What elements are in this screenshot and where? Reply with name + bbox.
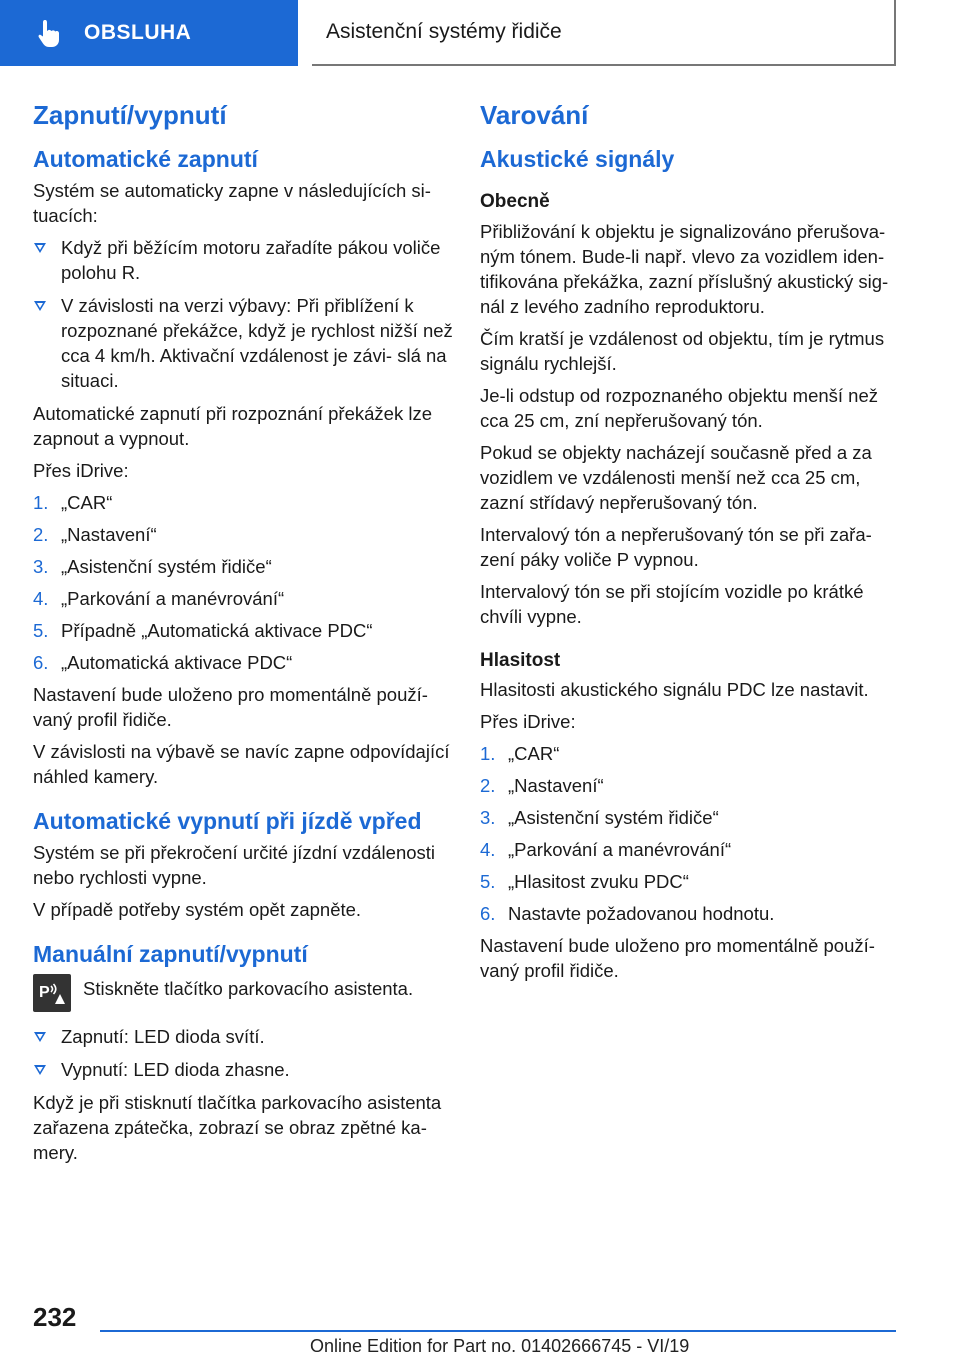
left-column xyxy=(33,100,453,1172)
step-item: 2. „Nastavení“ xyxy=(480,775,604,797)
parking-assistant-button-icon xyxy=(33,974,71,1012)
step-item: 5. „Hlasitost zvuku PDC“ xyxy=(480,871,689,893)
step-item: 6. „Automatická aktivace PDC“ xyxy=(33,651,293,673)
auto-off-text-1: Systém se při překročení určité jízdní vzdálenosti nebo rychlosti vypne. xyxy=(33,841,436,888)
volume-text-1: Hlasitosti akustického signálu PDC lze nastavit. xyxy=(480,679,869,701)
manual-bullets xyxy=(33,1024,453,1082)
page-number: 232 xyxy=(33,1302,77,1332)
section-tab[interactable] xyxy=(0,0,298,66)
general-text-1: Přibližování k objektu je signalizováno přerušova- ným tónem. Bude-li např. vlevo za vozidlem iden- tifikována překážka, zazní příslušný akustický sig- nál z levého zadního reproduktoru. xyxy=(480,220,889,317)
step-item: 1. „CAR“ xyxy=(480,743,560,765)
triangle-bullet-icon xyxy=(34,1065,46,1075)
volume-text-2: Přes iDrive: xyxy=(480,711,576,733)
button-instruction-text: Stiskněte tlačítko parkovacího asistenta. xyxy=(83,978,414,1000)
footer-divider xyxy=(100,1330,896,1332)
general-text-5: Intervalový tón a nepřerušovaný tón se při zařa- zení páky voliče P vypnou. xyxy=(480,523,872,570)
auto-on-steps xyxy=(33,490,453,675)
volume-text-3: Nastavení bude uloženo pro momentálně použí- vaný profil řidiče. xyxy=(480,935,875,982)
chapter-title: Asistenční systémy řidiče xyxy=(312,0,896,66)
general-text-4: Pokud se objekty nacházejí současně před a za vozidlem ve vzdálenosti menší než cca 25 cm, zazní střídavý nepřerušovaný tón. xyxy=(480,441,872,513)
heading-auto-on: Automatické zapnutí xyxy=(33,146,258,173)
heading-volume: Hlasitost xyxy=(480,649,561,671)
volume-steps xyxy=(480,741,900,926)
triangle-bullet-icon xyxy=(34,1032,46,1042)
step-item: 3. „Asistenční systém řidiče“ xyxy=(480,807,719,829)
auto-on-text-4: V závislosti na výbavě se navíc zapne odpovídající náhled kamery. xyxy=(33,740,450,787)
list-item: V závislosti na verzi výbavy: Při přiblížení k rozpoznané překážce, když je rychlost nižší než cca 4 km/h. Aktivační vzdálenost je závi- slá na situaci. xyxy=(33,293,453,393)
list-item: Zapnutí: LED dioda svítí. xyxy=(33,1024,453,1049)
right-column xyxy=(480,100,900,990)
list-item: Vypnutí: LED dioda zhasne. xyxy=(33,1057,453,1082)
step-item: 5. Případně „Automatická aktivace PDC“ xyxy=(33,619,373,641)
step-item: 3. „Asistenční systém řidiče“ xyxy=(33,555,272,577)
step-item: 4. „Parkování a manévrování“ xyxy=(480,839,732,861)
step-item: 2. „Nastavení“ xyxy=(33,523,157,545)
list-item: Když při běžícím motoru zařadíte pákou voliče polohu R. xyxy=(33,235,453,285)
general-text-3: Je-li odstup od rozpoznaného objektu menší než cca 25 cm, zní nepřerušovaný tón. xyxy=(480,384,879,431)
section-heading-warning: Varování xyxy=(480,100,589,130)
hand-pointer-icon xyxy=(36,18,64,48)
heading-general: Obecně xyxy=(480,190,550,212)
svg-text:P: P xyxy=(39,984,50,1002)
button-instruction xyxy=(33,974,453,1012)
triangle-bullet-icon xyxy=(34,243,46,253)
general-text-6: Intervalový tón se při stojícím vozidle po krátké chvíli vypne. xyxy=(480,580,864,627)
edition-text: Online Edition for Part no. 01402666745 - VI/19 xyxy=(310,1336,690,1356)
section-tab-label: OBSLUHA xyxy=(84,21,192,44)
general-text-2: Čím kratší je vzdálenost od objektu, tím je rytmus signálu rychlejší. xyxy=(480,327,885,374)
auto-on-text-2: Přes iDrive: xyxy=(33,459,129,481)
step-item: 1. „CAR“ xyxy=(33,491,113,513)
auto-on-intro: Systém se automaticky zapne v následujících si- tuacích: xyxy=(33,179,431,226)
step-item: 6. Nastavte požadovanou hodnotu. xyxy=(480,903,775,925)
section-heading-on-off: Zapnutí/vypnutí xyxy=(33,100,227,130)
auto-on-text-1: Automatické zapnutí při rozpoznání překážek lze zapnout a vypnout. xyxy=(33,402,432,449)
step-item: 4. „Parkování a manévrování“ xyxy=(33,587,285,609)
heading-auto-off: Automatické vypnutí při jízdě vpřed xyxy=(33,807,422,834)
auto-on-text-3: Nastavení bude uloženo pro momentálně použí- vaný profil řidiče. xyxy=(33,683,428,730)
manual-text: Když je při stisknutí tlačítka parkovacího asistenta zařazena zpátečka, zobrazí se obraz zpětné ka- mery. xyxy=(33,1092,442,1164)
auto-off-text-2: V případě potřeby systém opět zapněte. xyxy=(33,898,362,920)
auto-on-bullets xyxy=(33,235,453,393)
heading-manual: Manuální zapnutí/vypnutí xyxy=(33,940,308,967)
triangle-bullet-icon xyxy=(34,301,46,311)
heading-acoustic: Akustické signály xyxy=(480,146,675,173)
